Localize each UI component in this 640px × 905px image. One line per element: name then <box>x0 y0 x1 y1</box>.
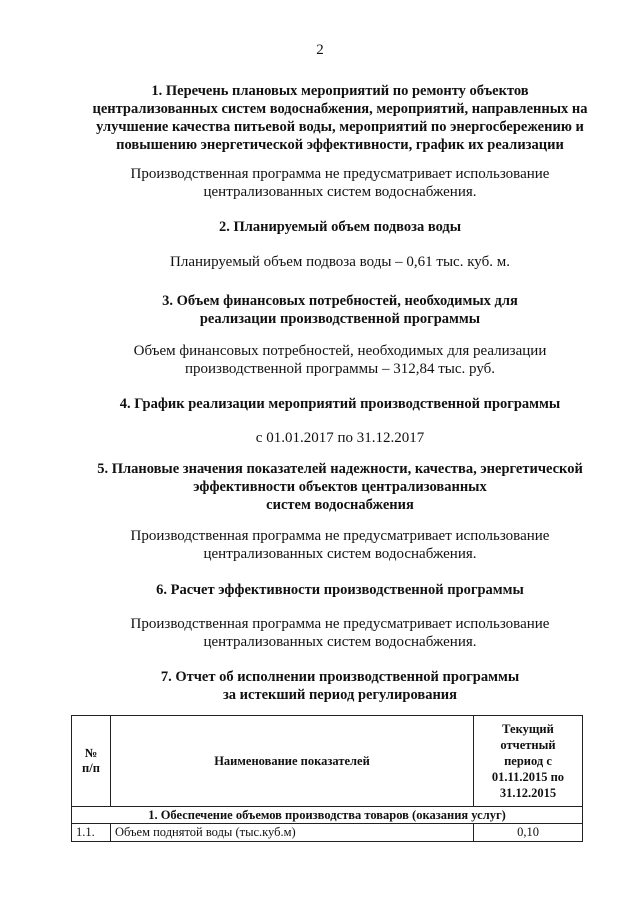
section-3-title <box>80 292 600 328</box>
report-table <box>71 715 583 842</box>
section-3-text-line: производственной программы – 312,84 тыс. руб. <box>184 361 496 377</box>
section-6-title: 6. Расчет эффективности производственной программы <box>156 582 524 598</box>
section-6-text <box>80 615 600 651</box>
table-section-row <box>72 807 583 824</box>
row-name: Объем поднятой воды (тыс.куб.м) <box>111 824 474 842</box>
section-2-text: Планируемый объем подвоза воды – 0,61 тыс. куб. м. <box>170 254 510 270</box>
section-3-title-line: 3. Объем финансовых потребностей, необходимых для <box>162 293 518 309</box>
header-num-line: № <box>84 746 98 760</box>
section-1-title-line: централизованных систем водоснабжения, мероприятий, направленных на <box>92 101 588 117</box>
header-period-line: период с <box>504 754 552 768</box>
header-period <box>474 716 583 807</box>
section-5-title <box>80 460 600 514</box>
section-3-text-line: Объем финансовых потребностей, необходимых для реализации <box>133 343 547 359</box>
header-period-line: 01.11.2015 по <box>491 770 565 784</box>
section-3-text <box>80 342 600 378</box>
section-1-text <box>80 165 600 201</box>
header-num <box>72 716 111 807</box>
section-1-text-line: Производственная программа не предусматривает использование <box>130 166 550 182</box>
section-5-title-line: эффективности объектов централизованных <box>193 479 487 495</box>
row-value: 0,10 <box>474 824 583 842</box>
table-section-label: 1. Обеспечение объемов производства товаров (оказания услуг) <box>72 807 583 824</box>
header-name: Наименование показателей <box>111 716 474 807</box>
section-1-title <box>80 82 600 154</box>
row-num: 1.1. <box>72 824 111 842</box>
table-row <box>72 824 583 842</box>
section-3-title-line: реализации производственной программы <box>199 311 481 327</box>
section-5-text-line: централизованных систем водоснабжения. <box>203 546 477 562</box>
section-5-text-line: Производственная программа не предусматривает использование <box>130 528 550 544</box>
section-1-text-line: централизованных систем водоснабжения. <box>203 184 477 200</box>
section-7-title-line: за истекший период регулирования <box>222 687 458 703</box>
section-1-title-line: 1. Перечень плановых мероприятий по ремонту объектов <box>151 83 529 99</box>
header-period-line: Текущий <box>502 722 554 736</box>
section-4-title: 4. График реализации мероприятий производственной программы <box>119 396 561 412</box>
header-num-line: п/п <box>82 761 100 775</box>
section-1-title-line: повышению энергетической эффективности, график их реализации <box>116 137 564 153</box>
section-5-title-line: систем водоснабжения <box>266 497 414 513</box>
section-6-text-line: централизованных систем водоснабжения. <box>203 634 477 650</box>
section-6-text-line: Производственная программа не предусматривает использование <box>130 616 550 632</box>
section-5-text <box>80 527 600 563</box>
section-7-title-line: 7. Отчет об исполнении производственной программы <box>160 669 520 685</box>
section-7-title <box>80 668 600 704</box>
section-5-title-line: 5. Плановые значения показателей надежности, качества, энергетической <box>97 461 583 477</box>
section-2-title: 2. Планируемый объем подвоза воды <box>218 219 462 235</box>
header-period-line: 31.12.2015 <box>499 786 557 800</box>
section-1-title-line: улучшение качества питьевой воды, мероприятий по энергосбережению и <box>96 119 584 135</box>
page-number: 2 <box>316 42 324 58</box>
header-period-line: отчетный <box>500 738 556 752</box>
table-header-row <box>72 716 583 807</box>
section-4-text: с 01.01.2017 по 31.12.2017 <box>255 430 425 446</box>
